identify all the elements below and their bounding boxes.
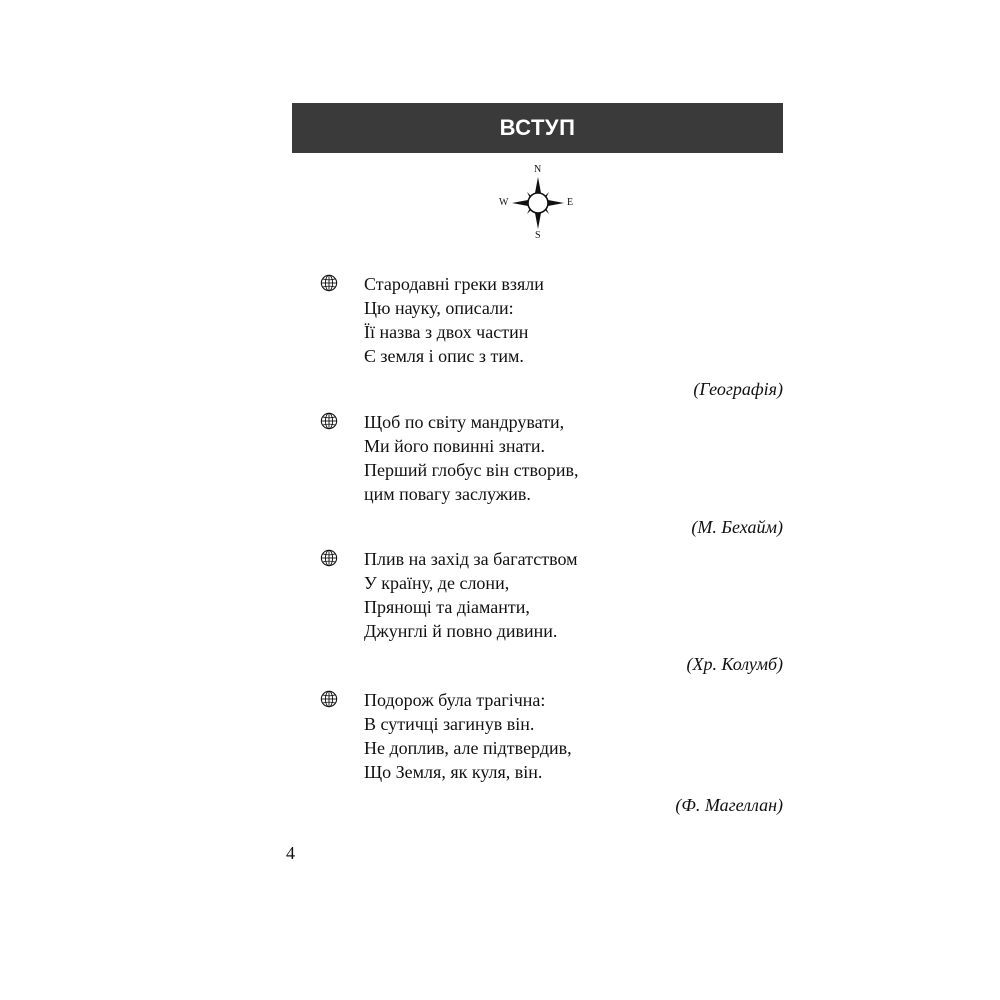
riddle-line: Її назва з двох частин: [364, 322, 529, 342]
riddle-line: Ми його повинні знати.: [364, 436, 546, 456]
compass-east-label: E: [567, 197, 574, 208]
globe-icon: [320, 549, 338, 567]
riddle-line: Не доплив, але підтвердив,: [364, 738, 572, 758]
riddle-line: Щоб по світу мандрувати,: [364, 412, 565, 432]
riddle-text: [364, 547, 578, 643]
compass-rose: [496, 163, 580, 243]
riddle-line: Цю науку, описали:: [364, 298, 514, 318]
riddle-answer: (Хр. Колумб): [686, 654, 783, 674]
riddle-line: Стародавні греки взяли: [364, 274, 544, 294]
globe-icon: [320, 274, 338, 292]
riddle-line: Плив на захід за багатством: [364, 549, 578, 569]
riddle-text: [364, 272, 544, 368]
compass-west-label: W: [499, 197, 509, 208]
riddle-line: цим повагу заслужив.: [364, 484, 531, 504]
riddle-line: У країну, де слони,: [364, 573, 510, 593]
riddle-line: Перший глобус він створив,: [364, 460, 579, 480]
page-title: ВСТУП: [499, 115, 576, 140]
riddle-line: Є земля і опис з тим.: [364, 346, 524, 366]
globe-icon: [320, 690, 338, 708]
riddle-line: Джунглі й повно дивини.: [364, 621, 558, 641]
riddle-answer: (М. Бехайм): [691, 517, 783, 537]
riddle-answer: (Ф. Магеллан): [675, 795, 783, 815]
page-number: 4: [286, 843, 295, 863]
riddle-line: Прянощі та діаманти,: [364, 597, 530, 617]
header-bar: [292, 103, 783, 153]
riddle-answer: (Географія): [693, 379, 783, 399]
riddle-line: В сутичці загинув він.: [364, 714, 535, 734]
compass-south-label: S: [535, 230, 541, 241]
riddle-line: Подорож була трагічна:: [364, 690, 546, 710]
riddle-text: [364, 688, 572, 784]
compass-north-label: N: [534, 164, 542, 175]
riddle-text: [364, 410, 579, 506]
globe-icon: [320, 412, 338, 430]
riddle-line: Що Земля, як куля, він.: [364, 762, 543, 782]
